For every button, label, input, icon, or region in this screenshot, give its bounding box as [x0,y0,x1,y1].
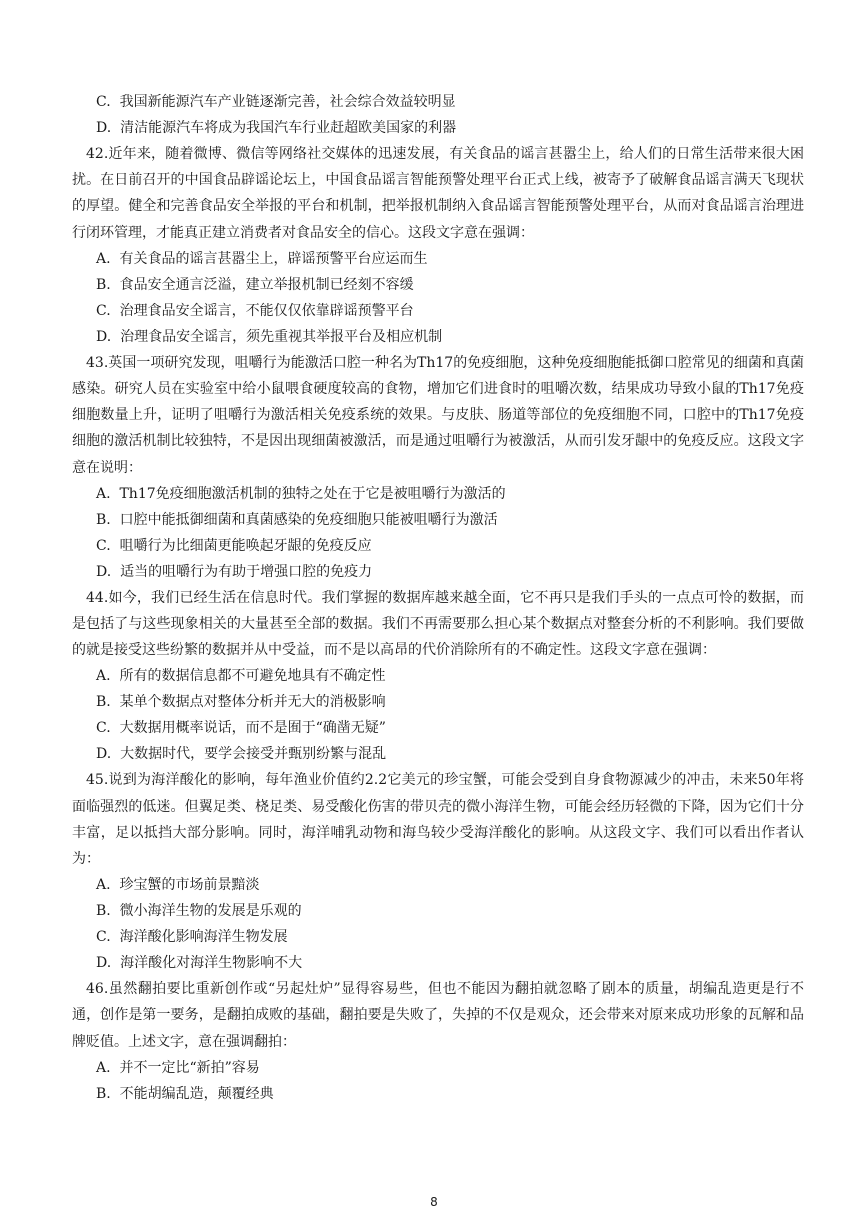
option-text: 海洋酸化影响海洋生物发展 [119,929,288,946]
option-text: 大数据时代，要学会接受并甄别纷繁与混乱 [120,746,387,763]
option-letter: A. [96,1059,111,1076]
question-45 [72,767,804,976]
option-line [72,272,804,298]
option-text: Th17免疫细胞激活机制的独特之处在于它是被咀嚼行为激活的 [119,485,506,502]
question-43 [72,350,804,585]
option-line [72,324,804,350]
option-line [72,1081,804,1107]
option-line [72,89,804,115]
question-number: 45. [86,772,109,789]
question-46 [72,976,804,1107]
option-line [72,481,804,507]
option-letter: A. [96,250,111,267]
option-letter: C. [96,537,111,554]
option-letter: B. [96,694,111,711]
option-line [72,246,804,272]
option-letter: A. [96,485,111,502]
question-number: 42. [86,146,109,162]
option-text: 食品安全通言泛溢，建立举报机制已经刻不容缓 [119,276,414,293]
option-line [72,1055,804,1081]
question-number: 46. [86,981,109,998]
question-number: 44. [86,589,109,606]
option-text: 不能胡编乱造，颠覆经典 [119,1085,274,1102]
option-letter: D. [96,563,112,580]
option-text: 咀嚼行为比细菌更能唤起牙龈的免疫反应 [119,537,372,554]
option-letter: C. [96,720,111,737]
option-line [72,663,804,689]
option-text: 海洋酸化对海洋生物影响不大 [120,955,303,972]
option-text: 所有的数据信息都不可避免地具有不确定性 [119,668,386,685]
question-stem [72,141,804,246]
option-text: 大数据用概率说话，而不是囿于“确凿无疑” [119,720,386,737]
question-42 [72,141,804,350]
option-text: 有关食品的谣言甚嚣尘上，辟谣预警平台应运而生 [119,250,428,267]
page-content [72,89,804,1107]
option-line [72,741,804,767]
option-letter: B. [96,511,111,528]
option-text: 适当的咀嚼行为有助于增强口腔的免疫力 [120,563,373,580]
question-number: 43. [86,354,109,371]
option-letter: D. [96,955,112,972]
option-line [72,872,804,898]
question-text: 如今，我们已经生活在信息时代。我们掌握的数据库越来越全面，它不再只是我们手头的一点点可怜的数据，而是包括了与这些现象相关的大量甚至全部的数据。我们不再需要那么担心某个数据点对整套分析的不利影响。我们要做的就是接受这些纷繁的数据并从中受益，而不是以高昂的代价消除所有的不确定性。这段文字意在强调： [72,589,804,659]
option-letter: D. [96,746,112,763]
option-line [72,898,804,924]
question-stem [72,585,804,664]
option-line [72,298,804,324]
option-letter: D. [96,120,112,136]
option-letter: B. [96,1085,111,1102]
question-44 [72,585,804,768]
option-letter: C. [96,302,111,319]
option-text: 珍宝蟹的市场前景黯淡 [119,877,260,894]
option-line [72,533,804,559]
option-letter: C. [96,94,111,110]
question-stem [72,350,804,481]
option-text: 某单个数据点对整体分析并无大的消极影响 [119,694,386,711]
option-text: 并不一定比“新拍”容易 [119,1059,260,1076]
option-text: 我国新能源汽车产业链逐渐完善，社会综合效益较明显 [119,94,456,110]
option-letter: B. [96,903,111,920]
option-line [72,559,804,585]
option-letter: A. [96,668,111,685]
option-line [72,689,804,715]
option-letter: D. [96,328,112,345]
option-text: 治理食品安全谣言，不能仅仅依靠辟谣预警平台 [119,302,414,319]
option-line [72,715,804,741]
option-text: 口腔中能抵御细菌和真菌感染的免疫细胞只能被咀嚼行为激活 [119,511,498,528]
page-number: 8 [430,1195,438,1209]
option-text: 清洁能源汽车将成为我国汽车行业赶超欧美国家的利器 [120,120,457,136]
option-text: 治理食品安全谣言，须先重视其举报平台及相应机制 [120,328,443,345]
option-letter: A. [96,877,111,894]
option-line [72,507,804,533]
option-line [72,924,804,950]
question-stem [72,767,804,872]
option-letter: C. [96,929,111,946]
question-text: 英国一项研究发现，咀嚼行为能激活口腔一种名为Th17的免疫细胞，这种免疫细胞能抵御口腔常见的细菌和真菌感染。研究人员在实验室中给小鼠喂食硬度较高的食物，增加它们进食时的咀嚼次数，结果成功导致小鼠的Th17免疫细胞数量上升，证明了咀嚼行为激活相关免疫系统的效果。与皮肤、肠道等部位的免疫细胞不同，口腔中的Th17免疫细胞的激活机制比较独特，不是因出现细菌被激活，而是通过咀嚼行为被激活，从而引发牙龈中的免疫反应。这段文字意在说明： [72,354,804,476]
option-line [72,950,804,976]
option-letter: B. [96,276,111,293]
question-text: 虽然翻拍要比重新创作或“另起灶炉”显得容易些，但也不能因为翻拍就忽略了剧本的质量，胡编乱造更是行不通，创作是第一要务，是翻拍成败的基础，翻拍要是失败了，失掉的不仅是观众，还会带来对原来成功形象的瓦解和品牌贬值。上述文字，意在强调翻拍： [72,981,804,1050]
question-text: 近年来，随着微博、微信等网络社交媒体的迅速发展，有关食品的谣言甚嚣尘上，给人们的日常生活带来很大困扰。在日前召开的中国食品辟谣论坛上，中国食品谣言智能预警处理平台正式上线，被寄予了破解食品谣言满天飞现状的厚望。健全和完善食品安全举报的平台和机制，把举报机制纳入食品谣言智能预警处理平台，从而对食品谣言治理进行闭环管理，才能真正建立消费者对食品安全的信心。这段文字意在强调： [72,146,804,241]
question-stem [72,976,804,1055]
option-text: 微小海洋生物的发展是乐观的 [119,903,302,920]
question-text: 说到为海洋酸化的影响，每年渔业价值约2.2它美元的珍宝蟹，可能会受到自身食物源减少的冲击，未来50年将面临强烈的低迷。但翼足类、桡足类、易受酸化伤害的带贝壳的微小海洋生物，可能会经历轻微的下降，因为它们十分丰富，足以抵挡大部分影响。同时，海洋哺乳动物和海鸟较少受海洋酸化的影响。从这段文字、我们可以看出作者认为： [72,772,804,868]
option-line [72,115,804,141]
